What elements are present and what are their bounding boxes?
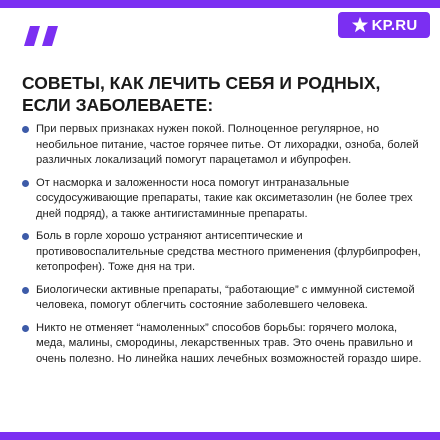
tip-text: От насморка и заложенности носа помогут интраназальные сосудосуживающие препараты, такие как оксиметазолин (не более трех дней подряд), а также антигистаминные препараты. [36,176,413,220]
list-item [22,176,424,223]
list-item [22,229,424,276]
bullet-icon [22,287,29,294]
bullet-icon [22,126,29,133]
tip-text: Боль в горле хорошо устраняют антисептические и противовоспалительные средства местного применения (флурбипрофен, кетопрофен). Тоже дня на три. [36,230,421,273]
title-line-2: ЕСЛИ ЗАБОЛЕВАЕТЕ: [22,95,214,115]
tip-text: Никто не отменяет “намоленных” способов борьбы: горячего молока, меда, малины, смородины, лекарственных трав. Это очень правильно и очень полезно. Но линейка наших лечебных возможностей гораздо шире. [36,321,422,365]
bottom-accent-bar [0,432,440,440]
quote-marks-icon [20,26,72,60]
page-title [22,72,422,116]
list-item [22,321,424,368]
list-item [22,283,424,314]
list-item [22,122,424,169]
bullet-icon [22,325,29,332]
tip-text: Биологически активные препараты, “работающие” с иммунной системой человека, помогут облегчить состояние заболевшего человека. [36,283,415,311]
kp-ru-logo[interactable] [338,12,430,38]
bullet-icon [22,233,29,240]
top-accent-bar [0,0,440,8]
logo-text: KP.RU [371,16,418,34]
title-line-1: СОВЕТЫ, КАК ЛЕЧИТЬ СЕБЯ И РОДНЫХ, [22,73,381,93]
bullet-icon [22,180,29,187]
tips-list [22,122,424,374]
tip-text: При первых признаках нужен покой. Полноценное регулярное, но необильное питание, частое горячее питье. От лихорадки, озноба, болей различных локализаций помогут парацетамол и ибупрофен. [36,123,419,166]
star-icon [351,16,369,34]
